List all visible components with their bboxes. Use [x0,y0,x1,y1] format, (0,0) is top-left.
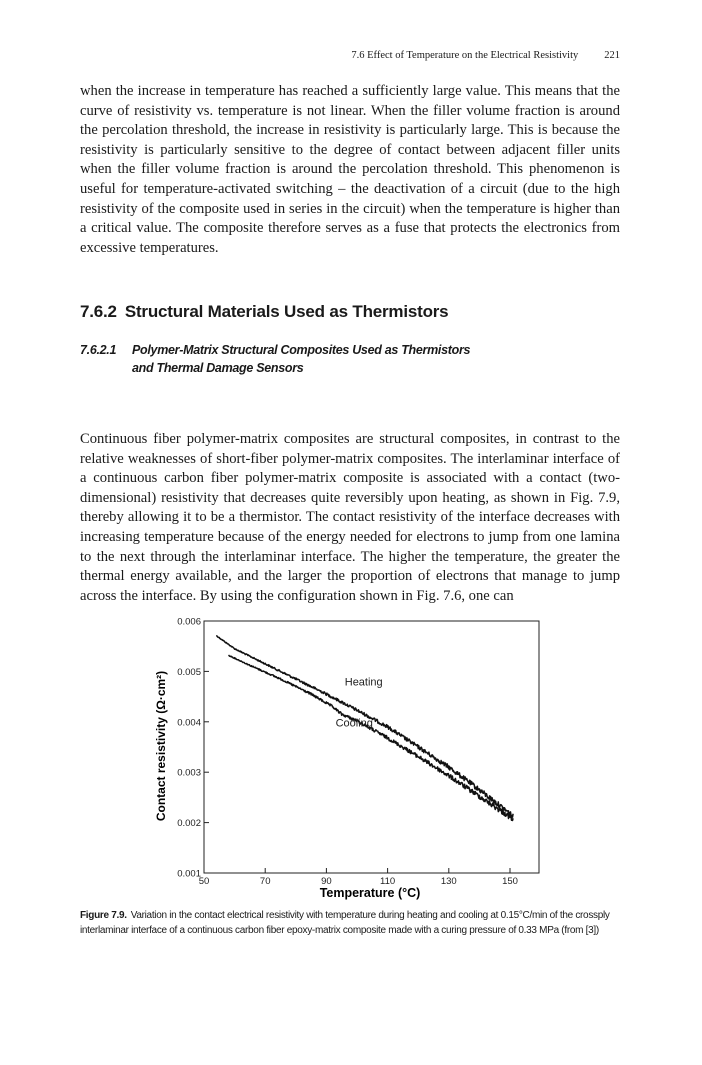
figure-caption [80,908,625,938]
x-tick-label-70: 70 [259,876,271,887]
x-tick-label-90: 90 [321,876,332,887]
y-tick-label-1: 0.002 [177,818,201,830]
series-layer [216,636,513,821]
figure-caption-label: Figure 7.9. [80,910,127,921]
series-label-cooling: Cooling [335,717,373,730]
body-paragraph-1: when the increase in temperature has reached a sufficiently large value. This means that the curve of resistivity vs. temperature is not linear. When the filler volume fraction is around the percolation threshold, the increase in resistivity is particularly large. This is because the resistivity is particularly sensitive to the degree of contact between adjacent filler units when the filler volume fraction is around the percolation threshold. This phenomenon is useful for temperature-activated switching – the deactivation of a circuit (due to the high resistivity of the composite used in series in the circuit) when the temperature is higher than a critical value. The composite therefore serves as a fuse that protects the electronics from excessive temperatures. [80,83,620,256]
x-tick-label-50: 50 [198,876,210,887]
x-tick-label-150: 150 [502,876,518,887]
section-title: Structural Materials Used as Thermistors [124,302,449,321]
y-tick-label-0: 0.001 [177,868,201,880]
y-tick-label-2: 0.003 [177,767,201,779]
running-head-title: 7.6 Effect of Temperature on the Electrical Resistivity [351,50,579,61]
y-axis-label: Contact resistivity (Ω·cm²) [154,670,168,822]
body-paragraph-2: Continuous fiber polymer-matrix composites are structural composites, in contrast to the relative weaknesses of short-fiber polymer-matrix composites. The interlaminar interface of a continuous carbon fiber polymer-matrix composite is associated with a contact (two-dimensional) resistivity that decreases quite reversibly upon heating, as shown in Fig. 7.9, thereby allowing it to be a thermistor. The contact resistivity of the interface decreases with increasing temperature because of the energy needed for electrons to jump from one lamina to the next through the interlaminar interface. The higher the temperature, the greater the thermal energy available, and the larger the proportion of electrons that manage to jump across the interface. By using the configuration shown in Fig. 7.6, one can [80,431,620,604]
x-axis [199,868,518,887]
y-tick-label-4: 0.005 [177,666,201,678]
subsection-number: 7.6.2.1 [80,343,117,357]
subsection-title-line2: and Thermal Damage Sensors [132,361,304,375]
section-number: 7.6.2 [80,302,117,321]
page-number: 221 [604,50,620,61]
y-tick-label-3: 0.004 [177,717,201,729]
x-axis-label: Temperature (°C) [319,886,421,900]
subsection-title-line1: Polymer-Matrix Structural Composites Used as Thermistors [132,343,471,357]
y-tick-label-5: 0.006 [177,616,201,628]
x-tick-label-110: 110 [380,876,396,887]
figure-caption-text: Variation in the contact electrical resistivity with temperature during heating and cooling at 0.15°C/min of the crossply interlaminar interface of a continuous carbon fiber epoxy-matrix composite made with a curing pressure of 0.33 MPa (from [3]) [80,910,610,936]
x-tick-label-130: 130 [440,876,457,887]
series-label-heating: Heating [344,676,383,689]
